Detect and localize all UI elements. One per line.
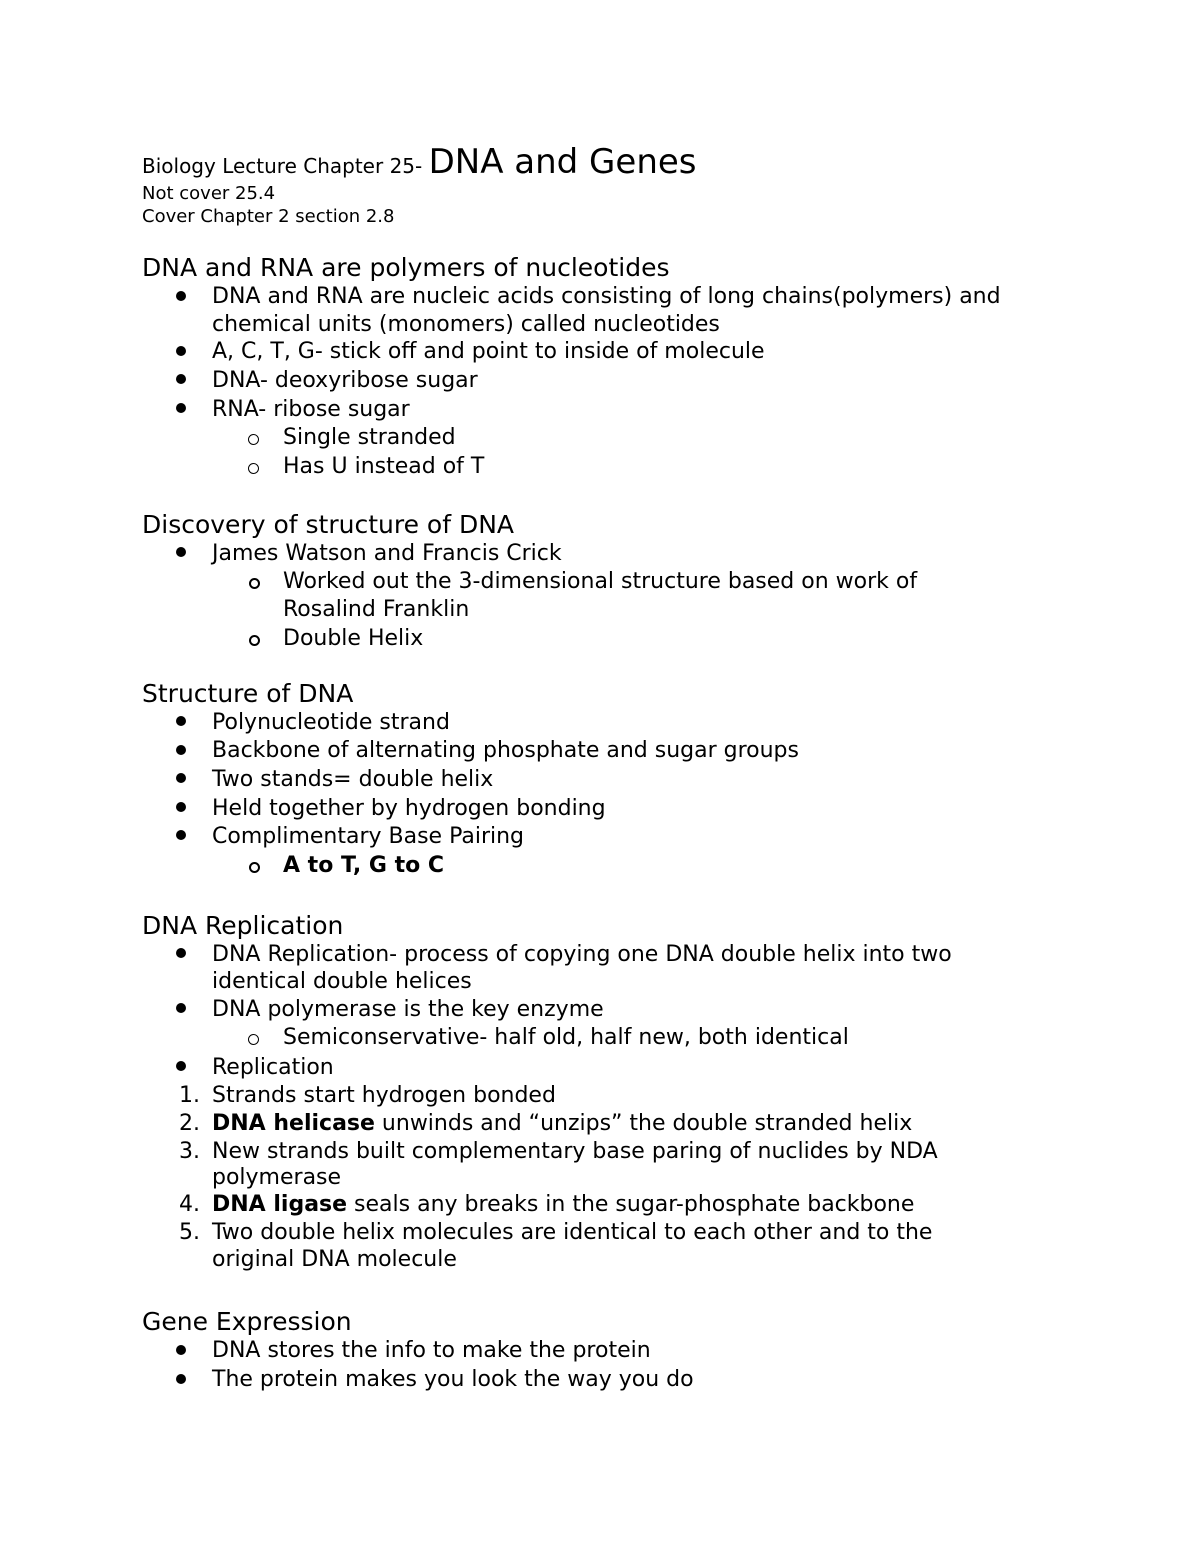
sub-bullet-icon bbox=[248, 434, 259, 445]
list-item: Polynucleotide strand bbox=[212, 710, 450, 735]
sub-bullet-icon bbox=[249, 862, 260, 873]
bullet-icon bbox=[176, 745, 186, 755]
step-text-continuation: original DNA molecule bbox=[212, 1247, 457, 1272]
step-text bbox=[212, 1110, 912, 1138]
step-rest: unwinds and “unzips” the double stranded helix bbox=[374, 1111, 913, 1136]
sub-list-item: Single stranded bbox=[283, 425, 456, 450]
bullet-icon bbox=[176, 547, 186, 557]
bullet-icon bbox=[176, 374, 186, 384]
list-item: DNA polymerase is the key enzyme bbox=[212, 997, 604, 1022]
bullet-icon bbox=[176, 830, 186, 840]
step-bold-term: DNA ligase bbox=[212, 1192, 348, 1217]
sub-bullet-icon bbox=[249, 635, 260, 646]
note-line: Not cover 25.4 bbox=[142, 183, 276, 204]
list-item: Two stands= double helix bbox=[212, 767, 494, 792]
bullet-icon bbox=[176, 1003, 186, 1013]
list-item: The protein makes you look the way you do bbox=[212, 1367, 694, 1392]
list-item: RNA- ribose sugar bbox=[212, 397, 410, 422]
section-heading: Discovery of structure of DNA bbox=[142, 510, 514, 539]
base-pairing-text: A to T, G to C bbox=[283, 853, 445, 878]
sub-bullet-icon bbox=[248, 1034, 259, 1045]
note-line: Cover Chapter 2 section 2.8 bbox=[142, 206, 395, 227]
list-item: James Watson and Francis Crick bbox=[212, 541, 562, 566]
step-text: New strands built complementary base paring of nuclides by NDA bbox=[212, 1139, 938, 1164]
list-item: Backbone of alternating phosphate and sugar groups bbox=[212, 738, 799, 763]
list-item: Held together by hydrogen bonding bbox=[212, 796, 606, 821]
step-number: 2. bbox=[179, 1111, 200, 1136]
step-text bbox=[212, 1191, 914, 1219]
sub-list-item: Has U instead of T bbox=[283, 454, 485, 479]
step-number: 3. bbox=[179, 1139, 200, 1164]
step-number: 5. bbox=[179, 1220, 200, 1245]
list-item-continuation: chemical units (monomers) called nucleotides bbox=[212, 312, 720, 337]
bullet-icon bbox=[176, 773, 186, 783]
section-heading: Gene Expression bbox=[142, 1307, 352, 1336]
step-number: 4. bbox=[179, 1192, 200, 1217]
bullet-icon bbox=[176, 948, 186, 958]
sub-bullet-icon bbox=[248, 463, 259, 474]
list-item: Complimentary Base Pairing bbox=[212, 824, 525, 849]
list-item: DNA stores the info to make the protein bbox=[212, 1338, 651, 1363]
sub-list-item bbox=[283, 852, 444, 880]
list-item: Replication bbox=[212, 1055, 334, 1080]
step-bold-term: DNA helicase bbox=[212, 1111, 375, 1136]
step-text: Two double helix molecules are identical to each other and to the bbox=[212, 1220, 933, 1245]
title-main: DNA and Genes bbox=[428, 142, 697, 182]
list-item: DNA and RNA are nucleic acids consisting of long chains(polymers) and bbox=[212, 284, 1001, 309]
sub-list-item-continuation: Rosalind Franklin bbox=[283, 597, 470, 622]
section-heading: DNA Replication bbox=[142, 911, 344, 940]
list-item: DNA Replication- process of copying one DNA double helix into two bbox=[212, 942, 952, 967]
document-title bbox=[142, 142, 697, 182]
step-text: Strands start hydrogen bonded bbox=[212, 1083, 556, 1108]
section-heading: Structure of DNA bbox=[142, 679, 354, 708]
bullet-icon bbox=[176, 1061, 186, 1071]
bullet-icon bbox=[176, 716, 186, 726]
bullet-icon bbox=[176, 403, 186, 413]
bullet-icon bbox=[176, 346, 186, 356]
bullet-icon bbox=[176, 1345, 186, 1355]
bullet-icon bbox=[176, 291, 186, 301]
sub-list-item: Semiconservative- half old, half new, both identical bbox=[283, 1025, 849, 1050]
step-number: 1. bbox=[179, 1083, 200, 1108]
section-heading: DNA and RNA are polymers of nucleotides bbox=[142, 253, 670, 282]
step-rest: seals any breaks in the sugar-phosphate backbone bbox=[347, 1192, 915, 1217]
list-item: A, C, T, G- stick off and point to inside of molecule bbox=[212, 339, 765, 364]
sub-list-item: Double Helix bbox=[283, 626, 424, 651]
bullet-icon bbox=[176, 802, 186, 812]
list-item: DNA- deoxyribose sugar bbox=[212, 368, 478, 393]
sub-bullet-icon bbox=[249, 578, 260, 589]
bullet-icon bbox=[176, 1374, 186, 1384]
list-item-continuation: identical double helices bbox=[212, 969, 472, 994]
step-text-continuation: polymerase bbox=[212, 1165, 342, 1190]
title-prefix: Biology Lecture Chapter 25- bbox=[142, 154, 429, 178]
sub-list-item: Worked out the 3-dimensional structure based on work of bbox=[283, 569, 918, 594]
